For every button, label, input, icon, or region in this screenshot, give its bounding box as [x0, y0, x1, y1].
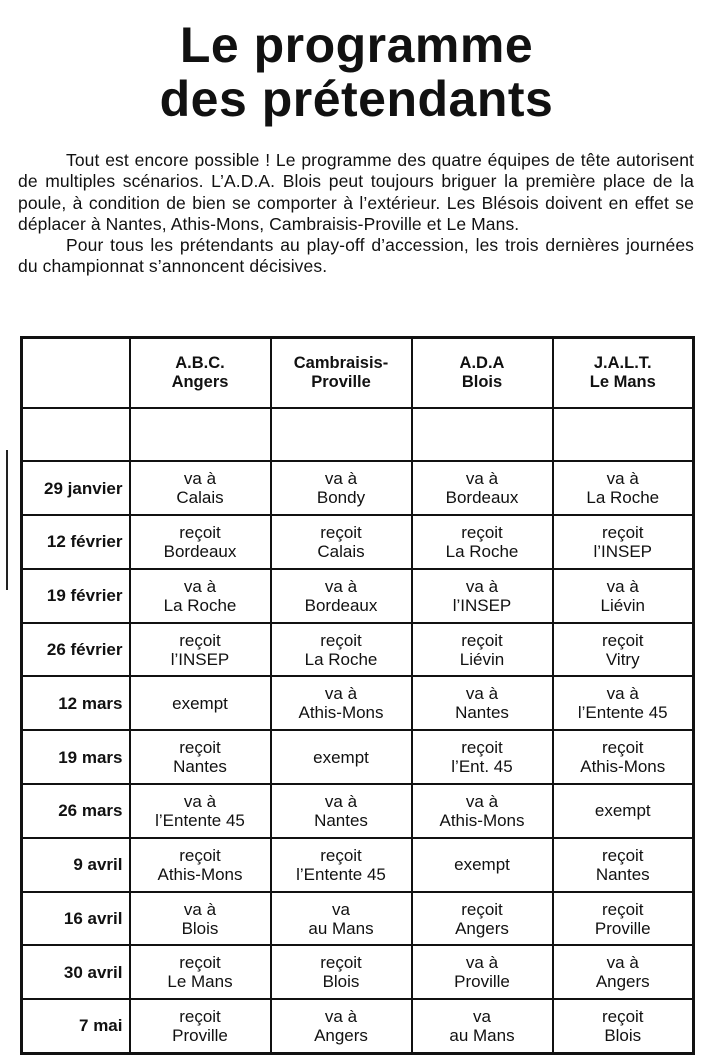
- fixture-cell: [130, 515, 271, 569]
- fixture-cell: [130, 945, 271, 999]
- fixture-opponent: Athis-Mons: [439, 810, 525, 830]
- fixture-action: va à: [324, 1006, 358, 1026]
- fixture-opponent: Vitry: [605, 649, 640, 669]
- fixture-action: reçoit: [461, 630, 503, 650]
- fixture-opponent: au Mans: [449, 1025, 515, 1045]
- fixture-cell: [553, 838, 694, 892]
- fixture-opponent: Angers: [595, 972, 650, 992]
- row-date: 19 février: [22, 569, 130, 623]
- table-row: [22, 515, 694, 569]
- headline: [0, 18, 713, 126]
- fixture-opponent: Calais: [317, 541, 365, 561]
- fixture-opponent: Nantes: [595, 864, 650, 884]
- fixture-action: reçoit: [601, 1006, 644, 1026]
- fixture-opponent: Le Mans: [167, 972, 233, 992]
- fixture-action: va: [332, 899, 350, 919]
- fixture-cell: [271, 730, 412, 784]
- header-team: J.A.L.T. Le Mans: [553, 338, 694, 408]
- fixture-cell: [130, 569, 271, 623]
- row-date: 19 mars: [22, 730, 130, 784]
- fixture-cell: [412, 730, 553, 784]
- fixture-cell: [553, 569, 694, 623]
- fixture-opponent: Bordeaux: [304, 595, 378, 615]
- fixture-cell: [553, 892, 694, 946]
- fixture-opponent: La Roche: [304, 649, 378, 669]
- table-row: [22, 623, 694, 677]
- fixture-cell: [271, 623, 412, 677]
- fixture-action: va à: [183, 576, 217, 596]
- fixture-action: exempt: [454, 855, 510, 875]
- article-body: [18, 150, 694, 278]
- fixture-action: va à: [324, 469, 358, 489]
- fixture-opponent: Athis-Mons: [298, 703, 384, 723]
- fixture-cell: [412, 461, 553, 515]
- row-date: 12 février: [22, 515, 130, 569]
- row-date: 12 mars: [22, 676, 130, 730]
- fixture-opponent: Blois: [604, 1025, 642, 1045]
- table-row: [22, 892, 694, 946]
- fixture-action: reçoit: [461, 738, 503, 758]
- fixture-opponent: au Mans: [308, 918, 374, 938]
- fixture-cell: [271, 784, 412, 838]
- fixture-action: reçoit: [179, 630, 221, 650]
- fixture-cell: [130, 676, 271, 730]
- fixture-cell: [130, 730, 271, 784]
- fixture-action: reçoit: [179, 953, 221, 973]
- fixture-action: va à: [324, 684, 358, 704]
- header-team: Cambraisis- Proville: [271, 338, 412, 408]
- header-empty-cell: [22, 338, 130, 408]
- headline-line-2: des prétendants: [159, 71, 554, 127]
- fixture-action: va à: [465, 469, 499, 489]
- fixture-opponent: l’INSEP: [170, 649, 230, 669]
- fixture-opponent: l’Entente 45: [577, 703, 668, 723]
- fixture-cell: [553, 784, 694, 838]
- fixture-action: reçoit: [461, 522, 503, 542]
- fixture-cell: [553, 945, 694, 999]
- fixture-action: reçoit: [320, 630, 362, 650]
- fixture-action: va à: [465, 791, 499, 811]
- fixture-cell: [412, 623, 553, 677]
- article-paragraph-2: Pour tous les prétendants au play-off d’accession, les trois dernières journées du championnat s’annoncent décisives.: [18, 235, 694, 277]
- fixture-cell: [553, 676, 694, 730]
- fixture-opponent: Blois: [322, 972, 360, 992]
- fixture-action: va à: [606, 684, 639, 704]
- fixture-action: va à: [606, 469, 639, 489]
- row-date: 26 mars: [22, 784, 130, 838]
- fixture-cell: [553, 999, 694, 1053]
- row-date: 7 mai: [22, 999, 130, 1053]
- fixture-action: va à: [465, 576, 499, 596]
- fixture-action: va à: [606, 953, 639, 973]
- fixture-cell: [553, 623, 694, 677]
- fixture-opponent: Athis-Mons: [580, 757, 666, 777]
- header-team: A.B.C. Angers: [130, 338, 271, 408]
- header-team: A.D.A Blois: [412, 338, 553, 408]
- fixture-action: reçoit: [320, 953, 362, 973]
- fixture-opponent: l’Ent. 45: [451, 757, 513, 777]
- fixture-opponent: Proville: [172, 1025, 228, 1045]
- fixture-action: va à: [183, 791, 217, 811]
- table-row: [22, 730, 694, 784]
- fixture-cell: [271, 461, 412, 515]
- fixture-cell: [412, 892, 553, 946]
- fixture-action: va à: [465, 684, 499, 704]
- fixture-cell: [412, 676, 553, 730]
- row-date: 9 avril: [22, 838, 130, 892]
- fixture-opponent: Liévin: [600, 595, 645, 615]
- fixture-cell: [271, 892, 412, 946]
- fixture-cell: [553, 461, 694, 515]
- fixture-cell: [130, 623, 271, 677]
- fixture-opponent: Nantes: [314, 810, 368, 830]
- row-date: 26 février: [22, 623, 130, 677]
- fixture-action: reçoit: [601, 630, 644, 650]
- fixture-opponent: Angers: [455, 918, 509, 938]
- fixture-action: va à: [183, 469, 217, 489]
- fixture-opponent: Calais: [176, 488, 224, 508]
- fixture-cell: [130, 999, 271, 1053]
- fixture-cell: [271, 838, 412, 892]
- fixture-cell: [271, 569, 412, 623]
- row-date: 30 avril: [22, 945, 130, 999]
- fixture-action: va à: [606, 576, 639, 596]
- fixture-action: va à: [465, 953, 499, 973]
- header-row: [22, 338, 694, 408]
- fixture-cell: [412, 569, 553, 623]
- fixture-action: reçoit: [601, 522, 644, 542]
- fixture-opponent: l’Entente 45: [296, 864, 386, 884]
- headline-line-1: Le programme: [179, 17, 534, 73]
- fixture-opponent: Blois: [181, 918, 219, 938]
- fixture-cell: [553, 730, 694, 784]
- fixture-opponent: Proville: [594, 918, 651, 938]
- fixture-action: reçoit: [601, 899, 644, 919]
- fixture-action: reçoit: [601, 738, 644, 758]
- fixture-action: reçoit: [461, 899, 503, 919]
- fixture-cell: [271, 515, 412, 569]
- table-row: [22, 676, 694, 730]
- fixture-cell: [130, 892, 271, 946]
- fixture-cell: [412, 999, 553, 1053]
- fixture-opponent: Angers: [314, 1025, 368, 1045]
- fixture-opponent: l’INSEP: [593, 541, 653, 561]
- row-date: 29 janvier: [22, 461, 130, 515]
- table-row: [22, 838, 694, 892]
- fixture-opponent: La Roche: [445, 541, 519, 561]
- fixture-action: reçoit: [179, 845, 221, 865]
- fixture-opponent: l’INSEP: [452, 595, 512, 615]
- spacer-row: [22, 408, 694, 462]
- table-row: [22, 945, 694, 999]
- margin-scan-mark-left: [6, 450, 8, 590]
- fixture-opponent: Proville: [454, 972, 510, 992]
- table-row: [22, 999, 694, 1053]
- schedule-table: [20, 336, 695, 1055]
- row-date: 16 avril: [22, 892, 130, 946]
- fixture-cell: [271, 945, 412, 999]
- fixture-cell: [271, 999, 412, 1053]
- fixture-action: reçoit: [179, 1006, 221, 1026]
- fixture-cell: [553, 515, 694, 569]
- fixture-action: va: [473, 1006, 491, 1026]
- fixture-action: va à: [324, 576, 358, 596]
- fixture-opponent: La Roche: [586, 488, 660, 508]
- fixture-opponent: Bondy: [316, 488, 366, 508]
- fixture-action: exempt: [594, 801, 651, 821]
- fixture-cell: [130, 838, 271, 892]
- fixture-cell: [412, 515, 553, 569]
- fixture-cell: [130, 461, 271, 515]
- fixture-action: va à: [324, 791, 358, 811]
- table-row: [22, 569, 694, 623]
- fixture-action: reçoit: [179, 738, 221, 758]
- fixture-action: exempt: [313, 747, 369, 767]
- fixture-cell: [412, 838, 553, 892]
- fixture-opponent: l’Entente 45: [155, 810, 245, 830]
- fixture-cell: [271, 676, 412, 730]
- fixture-opponent: Bordeaux: [445, 488, 519, 508]
- table-row: [22, 461, 694, 515]
- fixture-opponent: Liévin: [459, 649, 505, 669]
- fixture-action: reçoit: [601, 845, 644, 865]
- fixture-action: exempt: [172, 693, 228, 713]
- fixture-action: reçoit: [320, 522, 362, 542]
- fixture-opponent: Bordeaux: [163, 541, 237, 561]
- fixture-opponent: Nantes: [455, 703, 509, 723]
- fixture-cell: [412, 945, 553, 999]
- fixture-cell: [412, 784, 553, 838]
- fixture-action: va à: [183, 899, 217, 919]
- article-paragraph-1: Tout est encore possible ! Le programme des quatre équipes de tête autorisent de multiples scénarios. L’A.D.A. Blois peut toujours briguer la première place de la poule, à condition de bien se comporter à l’extérieur. Les Blésois doivent en effet se déplacer à Nantes, Athis-Mons, Cambraisis-Proville et Le Mans.: [18, 150, 694, 234]
- fixture-opponent: La Roche: [163, 595, 237, 615]
- fixture-opponent: Nantes: [173, 757, 227, 777]
- fixture-action: reçoit: [179, 522, 221, 542]
- fixture-action: reçoit: [320, 845, 362, 865]
- fixture-cell: [130, 784, 271, 838]
- table-row: [22, 784, 694, 838]
- fixture-opponent: Athis-Mons: [157, 864, 243, 884]
